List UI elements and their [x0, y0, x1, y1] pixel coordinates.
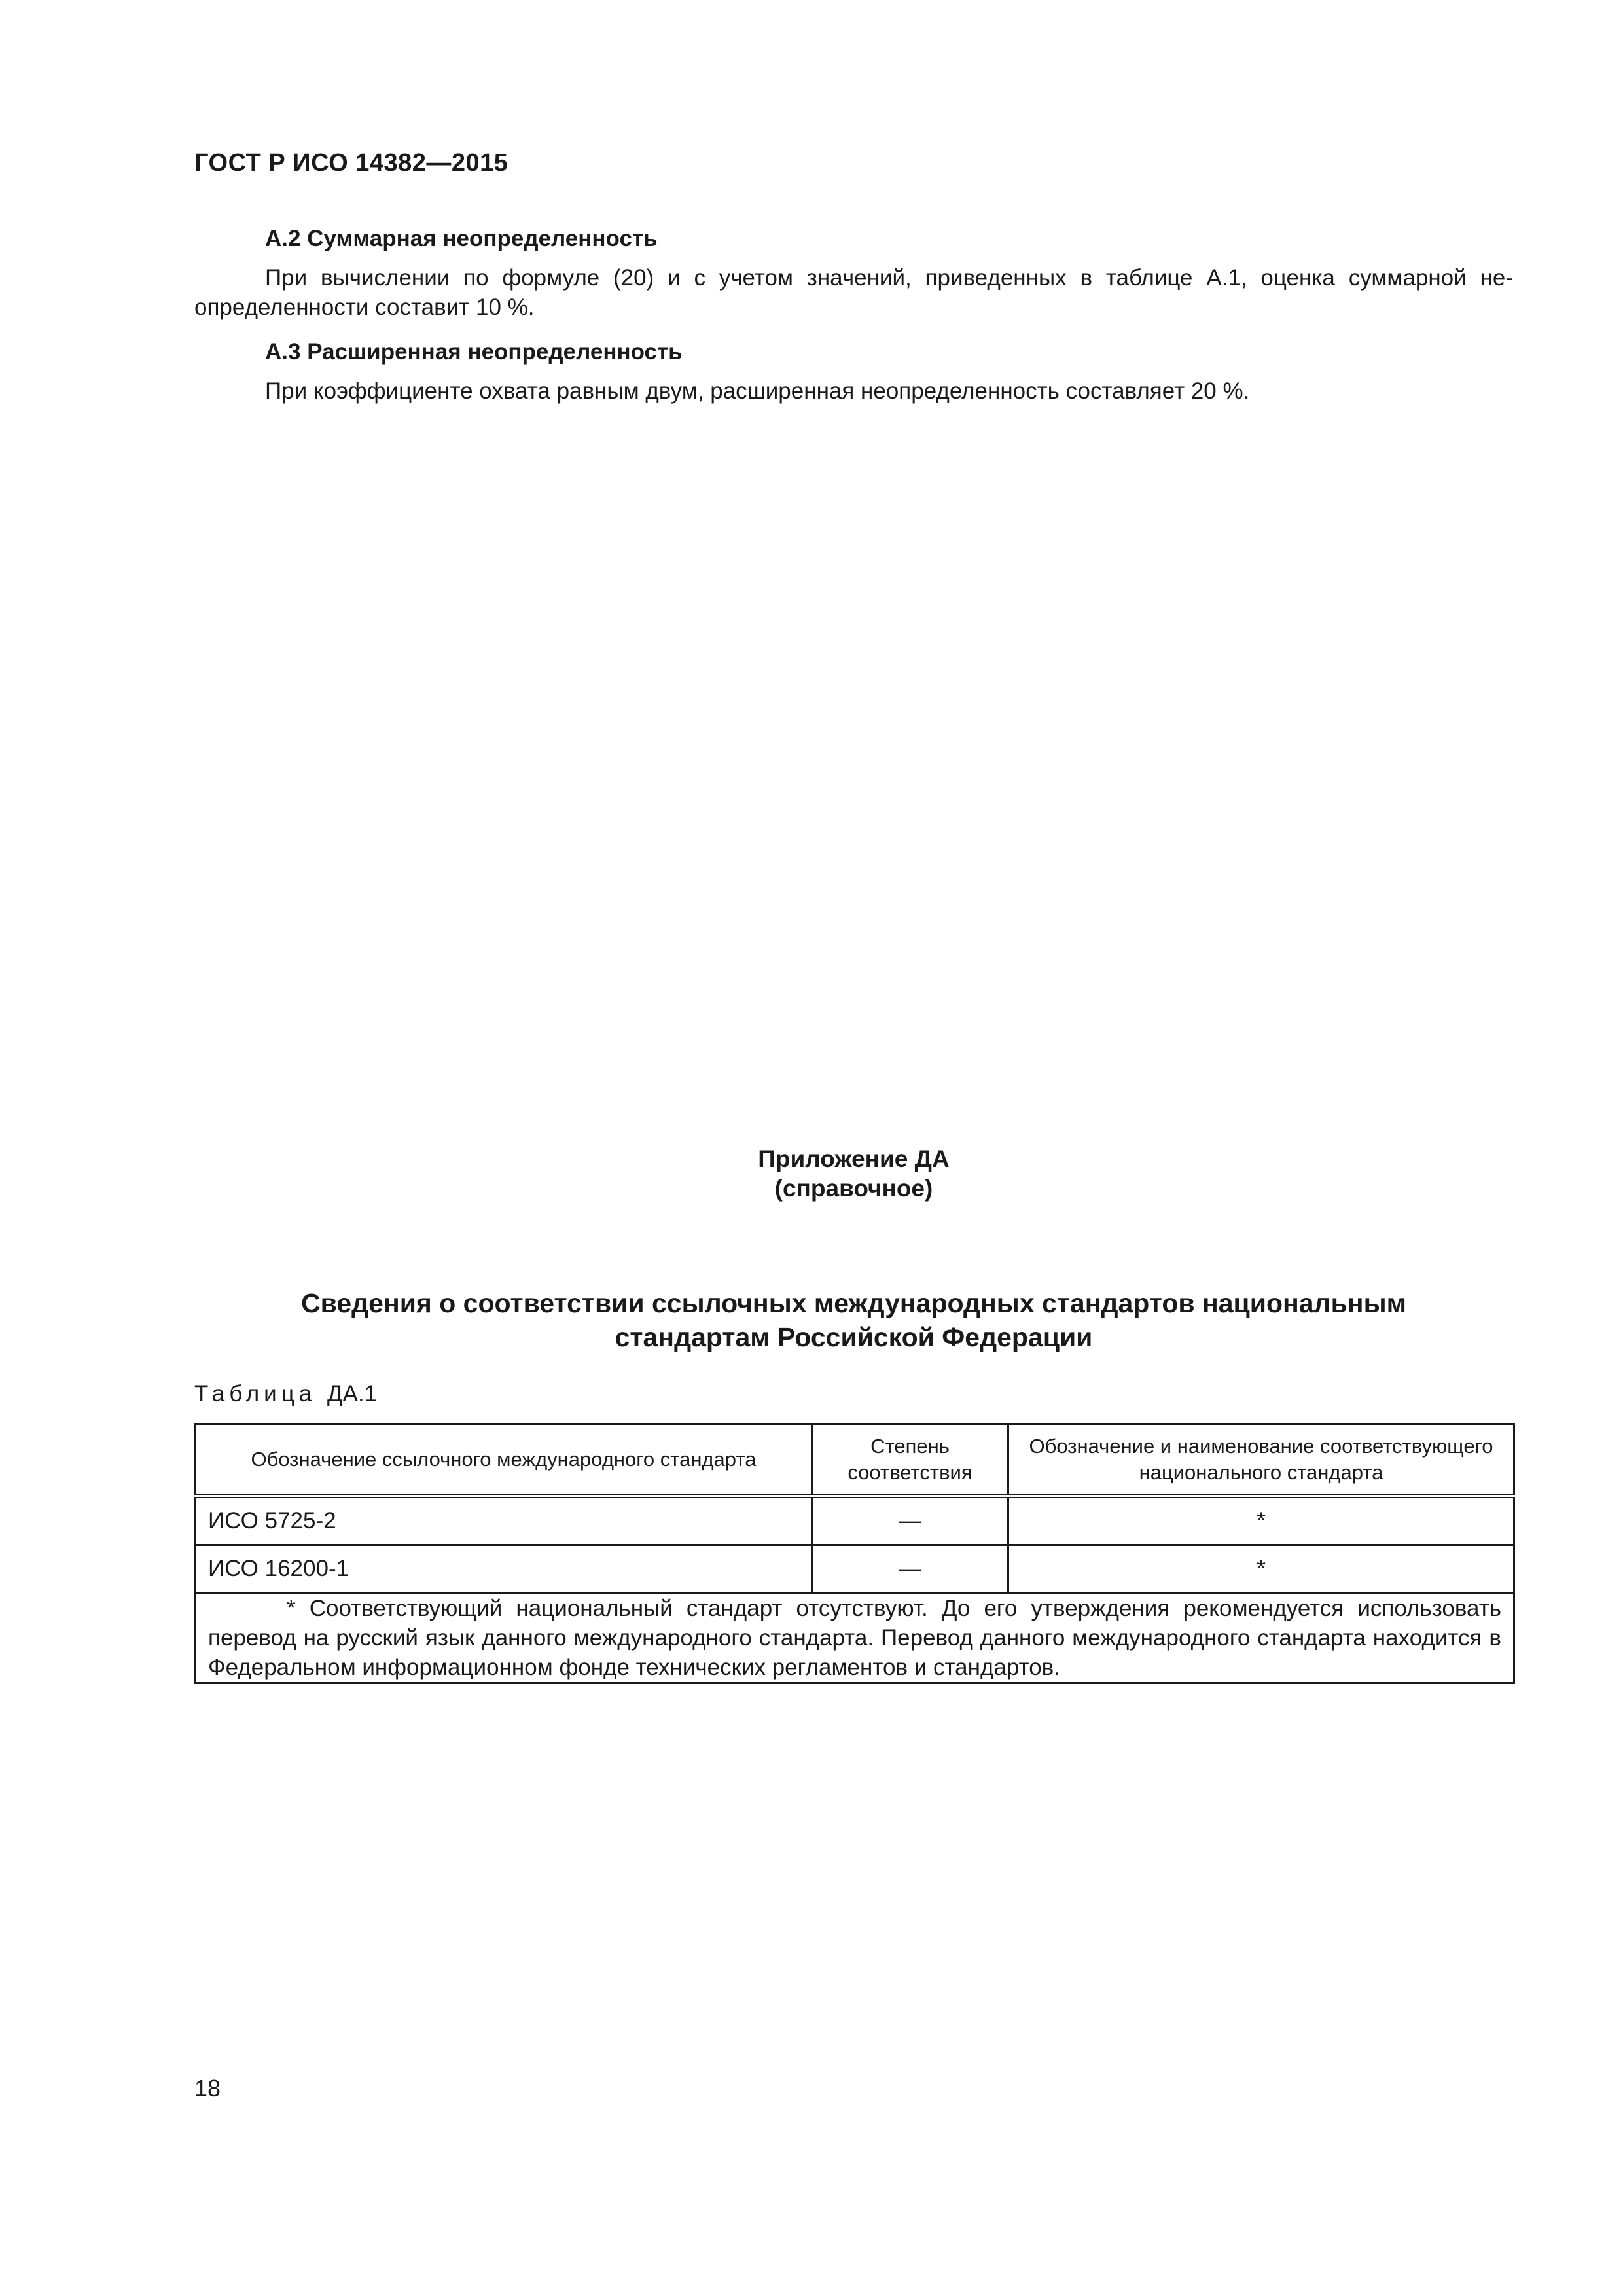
- table-row: [196, 1545, 1514, 1593]
- header-international-standard: Обозначение ссылочного международного стандарта: [196, 1424, 812, 1496]
- document-number: ГОСТ Р ИСО 14382—2015: [194, 149, 508, 177]
- cell-degree: —: [812, 1496, 1008, 1545]
- cell-standard: ИСО 16200-1: [196, 1545, 812, 1593]
- annex-heading-line-2: стандартам Российской Федерации: [615, 1322, 1093, 1352]
- cell-national: *: [1008, 1496, 1514, 1545]
- table-header-row: [196, 1424, 1514, 1496]
- cell-degree: —: [812, 1545, 1008, 1593]
- cell-national: *: [1008, 1545, 1514, 1593]
- table-footnote-text: * Соответствующий национальный стандарт отсутствуют. До его утверждения рекомендуется использовать перевод на русский язык данного международного стандарта. Перевод данного международного стандарта находится в Федеральном информационном фонде технических регламентов и стандартов.: [208, 1596, 1501, 1680]
- header-degree-of-conformity: Степень соответствия: [812, 1424, 1008, 1496]
- page-number: 18: [194, 2075, 221, 2102]
- section-a3-title: А.3 Расширенная неопределенность: [265, 339, 683, 365]
- table-caption: [194, 1381, 377, 1407]
- table-footnote: [196, 1593, 1514, 1683]
- cell-standard: ИСО 5725-2: [196, 1496, 812, 1545]
- header-national-standard: Обозначение и наименование соответствующего национального стандарта: [1008, 1424, 1514, 1496]
- section-a2-text: При вычислении по формуле (20) и с учетом значений, приведенных в таблице А.1, оценка суммарной неопределенности составит 10 %.: [194, 265, 1513, 320]
- table-footnote-row: [196, 1593, 1514, 1683]
- standards-table: [194, 1423, 1515, 1684]
- table-caption-label: Таблица: [194, 1381, 317, 1407]
- annex-status: (справочное): [774, 1175, 933, 1202]
- table-row: [196, 1496, 1514, 1545]
- annex-title: Приложение ДА: [758, 1145, 950, 1172]
- table-caption-number: ДА.1: [327, 1381, 378, 1407]
- section-a3-text: При коэффициенте охвата равным двум, расширенная неопределенность составляет 20 %.: [265, 378, 1250, 404]
- section-a2-title: А.2 Суммарная неопределенность: [265, 226, 658, 251]
- annex-heading-line-1: Сведения о соответствии ссылочных международных стандартов национальным: [301, 1288, 1406, 1318]
